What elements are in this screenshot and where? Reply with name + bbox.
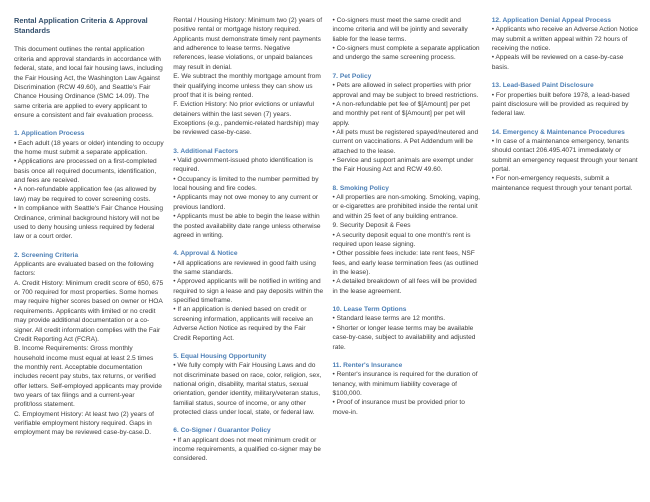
paragraph: • For properties built before 1978, a lead-based paint disclosure will be provided as required by federal law. [491,91,630,118]
paragraph: E. We subtract the monthly mortgage amount from their qualifying income unless they can show us proof that it is being rented. [173,73,321,99]
paragraph: • Co-signers must complete a separate application and undergo the same screening process. [332,45,480,62]
section-heading: 1. Application Process [14,130,85,138]
paragraph: • A security deposit equal to one month's rent is required upon lease signing. [332,231,471,248]
paragraph: • Proof of insurance must be provided prior to move-in. [332,399,465,416]
paragraph: • Applicants may not owe money to any current or previous landlord. [173,194,319,211]
paragraph: This document outlines the rental application criteria and approval standards in accordance with federal, state, and local fair housing laws, including the Fair Housing Act, the Washington Law Against Discrimination (RCW 49.60), and Seattle's Fair Chance Housing Ordinance (SMC 14.09). The same criteria are applied to every applicant to ensure a consistent and fair evaluation process. [14,46,163,119]
paragraph: • We fully comply with Fair Housing Laws and do not discriminate based on race, color, religion, sex, national origin, disability, marital status, sexual orientation, gender identity, military/veteran status, familial status, source of income, or any other protected class under local, state, or federal law. [173,362,322,417]
paragraph: Applicants are evaluated based on the following factors: [14,260,154,278]
paragraph: • Applicants who receive an Adverse Action Notice may submit a written appeal within 72 hours of receiving the notice. [491,26,639,53]
paragraph: • Renter's insurance is required for the duration of tenancy, with minimum liability coverage of $100,000. [332,371,478,397]
paragraph: • Pets are allowed in select properties with prior approval and may be subject to breed restrictions. [332,82,479,99]
paragraph: • Other possible fees include: late rent fees, NSF fees, and early lease termination fees (as outlined in the lease). [332,250,479,276]
paragraph: • A detailed breakdown of all fees will be provided in the lease agreement. [332,278,477,295]
section-heading: 7. Pet Policy [332,72,372,80]
paragraph: • If an applicant does not meet minimum credit or income requirements, a qualified co-signer may be considered. [173,436,321,463]
paragraph: Rental / Housing History: Minimum two (2) years of positive rental or mortgage history required. Applicants must demonstrate timely rent payments and adherence to lease terms. Negative references, lease violations, or unpaid balances may result in denial. [173,17,323,71]
document-title: Rental Application Criteria & Approval Standards [14,16,148,36]
paragraph: A. Credit History: Minimum credit score of 650, 675 or 700 required for most properties. Some homes may require higher scores based on owner or HOA requirements. Applicants with limited or no credit may provide additional documentation or a co-signer. All credit information complies with the Fair Credit Reporting Act (FCRA). [14,279,164,343]
paragraph: B. Income Requirements: Gross monthly household income must equal at least 2.5 times the monthly rent. Acceptable documentation includes recent pay stubs, tax returns, or verified offer letters. Self-employed applicants may provide two years of tax filings and a current-year profit/loss statement. [14,345,162,409]
paragraph: • In case of a maintenance emergency, tenants should contact 206.495.4071 immediately or submit an emergency request through your tenant portal. [491,137,638,174]
paragraph: • A non-refundable pet fee of $[Amount] per pet and monthly pet rent of $[Amount] per pet will apply. [332,100,471,127]
section-heading: 2. Screening Criteria [14,251,79,259]
section-heading: 10. Lease Term Options [332,306,407,314]
paragraph: • Appeals will be reviewed on a case-by-case basis. [491,54,624,71]
paragraph: • For non-emergency requests, submit a maintenance request through your tenant portal. [491,175,633,192]
paragraph: • All pets must be registered spayed/neutered and current on vaccinations. A Pet Addendum will be attached to the lease. [332,128,479,155]
section-heading: 5. Equal Housing Opportunity [173,352,267,360]
paragraph: • Standard lease terms are 12 months. [332,315,446,323]
paragraph: • Each adult (18 years or older) intending to occupy the home must submit a separate application. [14,139,164,157]
paragraph: • Applications are processed on a first-completed basis once all required documents, identification, and fees are received. [14,158,157,185]
section-heading: 3. Additional Factors [173,147,239,155]
section-heading: 12. Application Denial Appeal Process [491,17,612,24]
paragraph: 9. Security Deposit & Fees [332,222,411,230]
section-heading: 6. Co-Signer / Guarantor Policy [173,427,271,435]
column-4 [492,16,642,488]
paragraph: • Shorter or longer lease terms may be available case-by-case, subject to availability and adjusted rate. [332,324,476,351]
section-heading: 8. Smoking Policy [332,184,389,192]
paragraph: • A non-refundable application fee (as allowed by law) may be required to cover screening costs. [14,186,157,203]
paragraph: • Co-signers must meet the same credit and income criteria and will be jointly and severally liable for the lease terms. [332,17,468,43]
section-heading: 14. Emergency & Maintenance Procedures [491,128,625,136]
paragraph: • Applicants must be able to begin the lease within the posted availability date range unless otherwise agreed in writing. [173,213,321,239]
paragraph: • All properties are non-smoking. Smoking, vaping, or e-cigarettes are prohibited inside the rental unit and within 25 feet of any building entrance. [332,194,480,220]
paragraph: • Occupancy is limited to the number permitted by local housing and fire codes. [173,175,319,193]
paragraph: C. Employment History: At least two (2) years of verifiable employment history required. Gaps in employment may be reviewed case-by-case.D. [14,410,154,437]
paragraph: • All applications are reviewed in good faith using the same standards. [173,259,316,276]
section-heading: 13. Lead-Based Paint Disclosure [491,82,594,90]
section-heading: 11. Renter's Insurance [332,361,403,369]
column-2 [173,16,323,488]
paragraph: • Approved applicants will be notified in writing and required to sign a lease and pay deposits within the specified timeframe. [173,278,324,305]
paragraph: • Service and support animals are exempt under the Fair Housing Act and RCW 49.60. [332,157,474,174]
paragraph: • In compliance with Seattle's Fair Chance Housing Ordinance, criminal background history will not be used to deny housing unless required by federal law or a court order. [14,205,164,241]
column-3 [333,16,483,488]
section-heading: 4. Approval & Notice [173,250,238,258]
column-1 [14,16,164,488]
paragraph: • Valid government-issued photo identification is required. [173,157,313,174]
paragraph: F. Eviction History: No prior evictions or unlawful detainers within the last seven (7) years. Exceptions (e.g., pandemic-related hardship) may be reviewed case-by-case. [173,101,319,137]
paragraph: • If an application is denied based on credit or screening information, applicants will receive an Adverse Action Notice as required by the Fair Credit Reporting Act. [173,306,313,342]
